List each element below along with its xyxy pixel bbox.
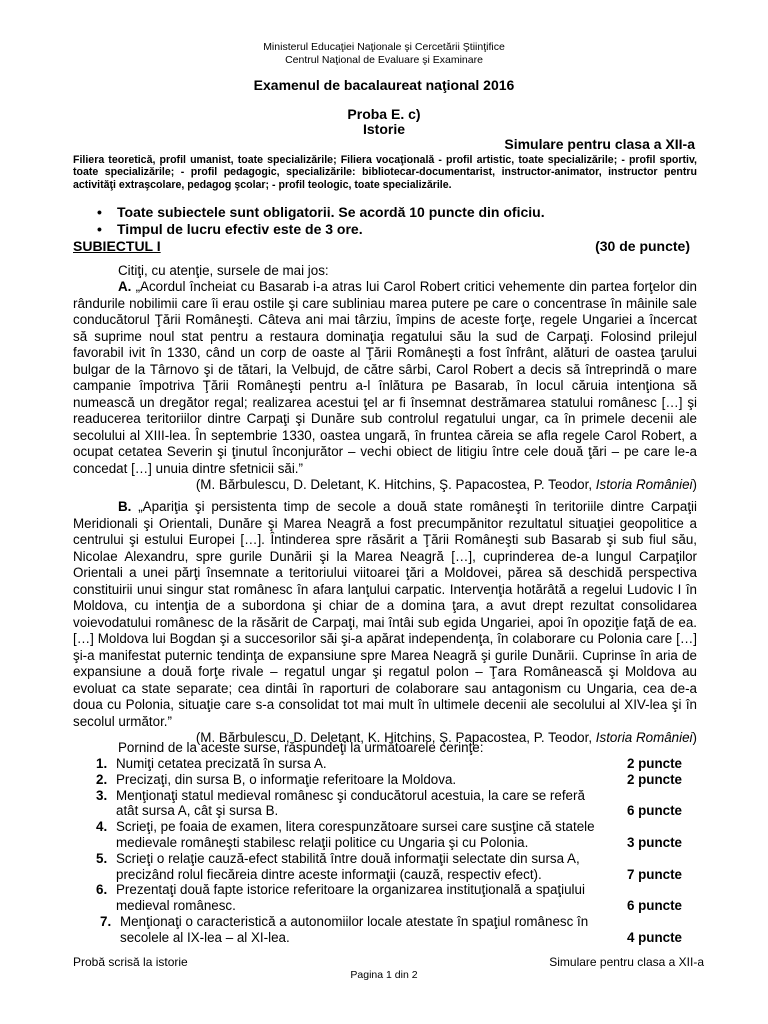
bullet-icon: • <box>97 221 102 237</box>
source-b-label: B. <box>118 499 132 514</box>
question-points: 4 puncte <box>626 929 682 945</box>
question-points: 6 puncte <box>626 803 682 819</box>
bullet-icon: • <box>97 204 102 220</box>
questions-list <box>96 756 682 946</box>
proba-title: Proba E. c) <box>347 106 421 122</box>
page-footer <box>73 955 704 969</box>
simulation-label: Simulare pentru clasa a XII-a <box>504 136 695 152</box>
questions-intro: Pornind de la aceste surse, răspundeţi la următoarele cerinţe: <box>118 740 484 755</box>
filiera-text: Filiera teoretică, profil umanist, toate specializările; Filiera vocaţională - profil artistic, toate specializările; - profil sportiv, toate specializările; - profil pedagogic, specializările: bibliotecar-documentarist, instructor-animator, instructor pentru activităţi extraşcolare, pedagog şcolar; - profil teologic, toate specializările. <box>73 154 697 191</box>
footer-right: Simulare pentru clasa a XII-a <box>549 955 704 969</box>
question-points: 2 puncte <box>626 756 682 771</box>
source-a <box>73 279 697 494</box>
question-points: 7 puncte <box>626 866 682 882</box>
section-points: (30 de puncte) <box>595 238 690 254</box>
footer-left: Probă scrisă la istorie <box>73 955 188 969</box>
rules-list <box>97 204 545 238</box>
source-b <box>73 499 697 747</box>
sources-intro: Citiţi, cu atenţie, sursele de mai jos: <box>118 263 329 278</box>
section-title: SUBIECTUL I <box>73 238 161 254</box>
question-item: 6. Prezentaţi două fapte istorice referitoare la organizarea instituţională a spaţiului medieval românesc. 6 puncte <box>96 882 682 914</box>
section-header <box>73 238 690 254</box>
source-b-text: B. „Apariţia şi persistenta timp de secole a două state româneşti în teritoriile dintre Carpaţii Meridionali şi Orientali, Dunăre şi Marea Neagră a fost precumpănitor rezultatul situaţiei geopolitice a centrului şi estului Europei […]. Întinderea spre răsărit a Ţării Româneşti sub Basarab şi sub fiul său, Nicolae Alexandru, spre gurile Dunării şi la Marea Neagră […], cuprinderea de-a lungul Carpaţilor Orientali a unei părţi însemnate a teritoriului viitoarei ţări a Moldovei, părea să deschidă perspectiva constituirii unui singur stat românesc în afara lanţului carpatic. Intervenţia hotărâtă a regelui Ludovic I în Moldova, cu intenţia de a subordona şi chiar de a domina ţara, a avut drept rezultat consolidarea voievodatului românesc de la răsărit de Carpaţi, mai întâi sub egida Ungariei, apoi în opoziţie faţă de ea. […] Moldova lui Bogdan şi a succesorilor săi şi-a apărat independenţa, în colaborare cu Polonia care […] şi-a manifestat puternic tendinţa de expansiune spre Marea Neagră şi gurile Dunării. Cuprinse în aria de expansiune a două forţe rivale – regatul ungar şi regatul polon – Ţara Românească şi Moldova au evoluat ca state separate; cea dintâi în raporturi de colaborare sau antagonism cu Ungaria, cea de-a doua cu Polonia, situaţie care s-a consolidat tot mai mult în ultimele decenii ale secolului al XIV-lea şi în secolul următor.” <box>73 499 697 729</box>
rule-item: • Timpul de lucru efectiv este de 3 ore. <box>97 221 363 237</box>
ministry-header: Ministerul Educaţiei Naţionale şi Cercetării Ştiinţifice <box>263 41 505 53</box>
center-header: Centrul Naţional de Evaluare şi Examinare <box>285 54 483 66</box>
question-item: 3. Menţionaţi statul medieval românesc şi conducătorul acestuia, la care se referă atât sursa A, cât şi sursa B. 6 puncte <box>96 787 682 819</box>
question-item: 1. Numiţi cetatea precizată în sursa A. 2 puncte <box>96 756 682 771</box>
question-points: 3 puncte <box>626 834 682 850</box>
question-item: 4. Scrieţi, pe foaia de examen, litera corespunzătoare sursei care susţine că statele medievale româneşti stabilesc relaţii politice cu Ungaria şi cu Polonia. 3 puncte <box>96 819 682 850</box>
subject-title: Istorie <box>362 121 405 137</box>
question-item: 5. Scrieţi o relaţie cauză-efect stabilită între două informaţii selectate din sursa A, precizând rolul fiecăreia dintre aceste informaţii (cauză, respectiv efect). 7 puncte <box>96 850 682 882</box>
page-number: Pagina 1 din 2 <box>350 969 418 981</box>
question-points: 6 puncte <box>626 898 682 914</box>
question-points: 2 puncte <box>626 771 682 787</box>
source-a-text: A. „Acordul încheiat cu Basarab i-a atras lui Carol Robert critici vehemente din partea forţelor din rândurile nobilimii care îi erau ostile şi care subliniau marea putere pe care o concentrase în mâinile sale conducătorul Ţării Româneşti. Câteva ani mai târziu, împins de aceste forţe, regele Ungariei a încercat să suprime noul stat pentru a restaura dominaţia regatului său la sud de Carpaţi. Folosind prilejul favorabil ivit în 1330, când un corp de oaste al Ţării Româneşti a fost înfrânt, alături de oastea ţarului bulgar de la Târnovo şi de tătari, la Velbujd, de către sârbi, Carol Robert a decis să întreprindă o mare campanie împotriva Ţării Româneşti pentru a-l înlătura pe Basarab, în locul căruia intenţiona să numească un dregător regal; realizarea acestui ţel ar fi însemnat destrămarea statului românesc […] şi readucerea teritoriilor dintre Carpaţi şi Dunăre sub controlul regatului ungar, ca în primele decenii ale secolului al XIII-lea. În septembrie 1330, oastea ungară, în fruntea căreia se afla regele Carol Robert, a ocupat cetatea Severin şi ţinutul înconjurător – vechi obiect de litigiu între cele două ţări – pe care le-a concedat […] unuia dintre sfetnicii săi.” <box>73 279 697 476</box>
source-b-citation: (M. Bărbulescu, D. Deletant, K. Hitchins, Ş. Papacostea, P. Teodor, Istoria României) <box>195 730 697 745</box>
source-a-label: A. <box>118 279 132 294</box>
rule-item: • Toate subiectele sunt obligatorii. Se acordă 10 puncte din oficiu. <box>97 204 545 220</box>
exam-title: Examenul de bacalaureat naţional 2016 <box>253 77 515 93</box>
question-item: 7. Menţionaţi o caracteristică a autonomiilor locale atestate în spaţiul românesc în secolele al IX-lea – al XI-lea. 4 puncte <box>100 913 682 945</box>
question-item: 2. Precizaţi, din sursa B, o informaţie referitoare la Moldova. 2 puncte <box>96 771 682 787</box>
source-a-citation: (M. Bărbulescu, D. Deletant, K. Hitchins, Ş. Papacostea, P. Teodor, Istoria României) <box>195 477 697 492</box>
